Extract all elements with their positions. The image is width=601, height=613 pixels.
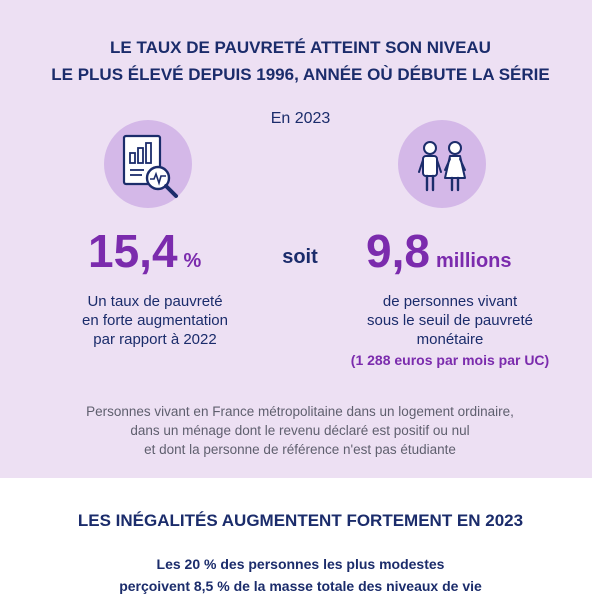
subtitle-line: perçoivent 8,5 % de la masse totale des niveaux de vie	[119, 578, 482, 594]
chart-magnifier-icon	[104, 120, 192, 208]
year-label: En 2023	[270, 110, 331, 127]
description-line: de personnes vivant	[382, 293, 518, 310]
headline-line-2: LE PLUS ÉLEVÉ DEPUIS 1996, ANNÉE OÙ DÉBUTE LA SÉRIE	[51, 65, 550, 84]
scope-line: et dont la personne de référence n'est pas étudiante	[144, 442, 456, 457]
poor-people-value: 9,8	[366, 225, 430, 277]
poverty-rate-unit: %	[183, 250, 202, 272]
headline-line-1: LE TAUX DE PAUVRETÉ ATTEINT SON NIVEAU	[110, 38, 491, 57]
poverty-rate-value: 15,4	[88, 225, 178, 277]
poor-people-figure	[366, 224, 512, 278]
subtitle-line: Les 20 % des personnes les plus modestes	[156, 556, 445, 572]
description-line: par rapport à 2022	[93, 331, 217, 348]
headline	[0, 34, 601, 88]
poor-people-unit: millions	[435, 250, 512, 272]
scope-line: Personnes vivant en France métropolitaine dans un logement ordinaire,	[86, 404, 514, 419]
description-line: en forte augmentation	[82, 312, 228, 329]
inequality-section-subtitle	[0, 553, 601, 597]
description-line: monétaire	[416, 331, 484, 348]
poverty-rate-description	[40, 292, 270, 349]
scope-line: dans un ménage dont le revenu déclaré est positif ou nul	[130, 423, 470, 438]
connector-text: soit	[282, 246, 318, 268]
poverty-rate-figure	[88, 224, 201, 278]
inequality-section-title: LES INÉGALITÉS AUGMENTENT FORTEMENT EN 2023	[77, 511, 524, 530]
scope-note	[20, 402, 580, 459]
poor-people-description	[330, 292, 570, 349]
people-icon	[398, 120, 486, 208]
poverty-threshold-note: (1 288 euros par mois par UC)	[350, 352, 550, 368]
description-line: Un taux de pauvreté	[87, 293, 223, 310]
description-line: sous le seuil de pauvreté	[367, 312, 533, 329]
